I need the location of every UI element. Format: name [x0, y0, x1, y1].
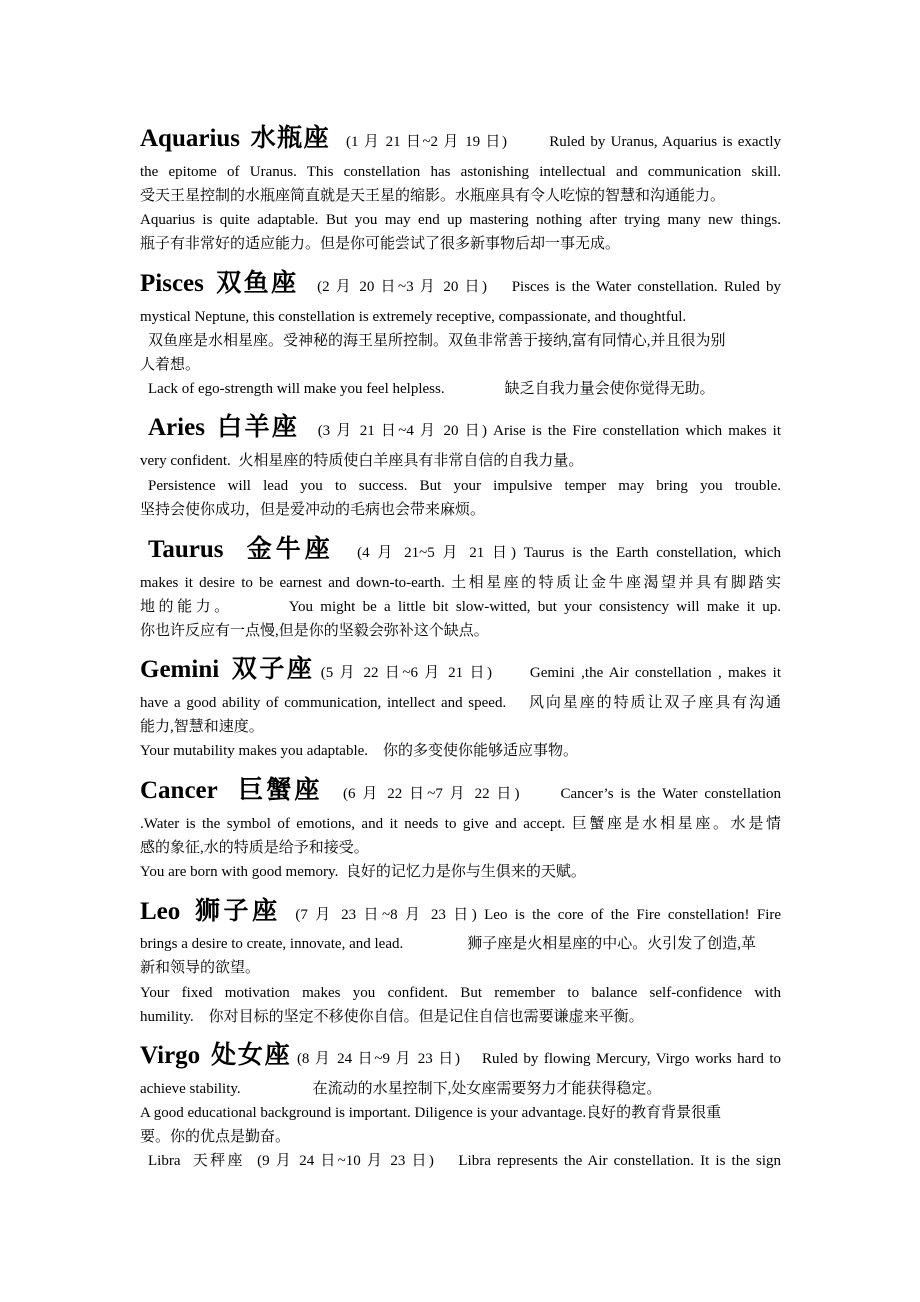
leo-heading-line [140, 896, 781, 930]
sign-text: .Water is the symbol of emotions, and it needs to give and accept. [140, 816, 566, 832]
sign-text-cn: 缺乏自我力量会使你觉得无助。 [504, 381, 715, 397]
virgo-line-2 [140, 1080, 781, 1098]
sign-date-range: (7 月 23 日~8 月 23 日) [295, 907, 477, 923]
sign-text: Cancer’s is the Water constellation [560, 786, 782, 802]
sign-text: achieve stability. [140, 1081, 241, 1097]
leo-line-4: Your fixed motivation makes you confident. But remember to balance self-confidence with [140, 985, 781, 1001]
sign-text-cn: 火相星座的特质使白羊座具有非常自信的自我力量。 [238, 453, 584, 469]
virgo-line-3: A good educational background is important. Diligence is your advantage.良好的教育背景很重 [140, 1105, 722, 1121]
sign-date-range: (1 月 21 日~2 月 19 日) [346, 134, 507, 150]
sign-text: Gemini ,the Air constellation , makes it [529, 665, 782, 681]
sign-text: Pisces is the Water constellation. Ruled by [511, 279, 781, 295]
sign-text: have a good ability of communication, intellect and speed. [140, 695, 507, 711]
sign-chinese-name: 金牛座 [246, 534, 334, 563]
sign-name: Pisces [140, 270, 204, 297]
virgo-line-4: 要。你的优点是勤奋。 [140, 1129, 291, 1145]
sign-chinese-name: 巨蟹座 [238, 775, 323, 804]
virgo-heading-line [140, 1040, 781, 1074]
sign-date-range: (3 月 21 日~4 月 20 日) [317, 423, 488, 439]
sign-chinese-name: 白羊座 [217, 412, 300, 441]
sign-text: Arise is the Fire constellation which makes it [493, 423, 781, 439]
aquarius-line-2: the epitome of Uranus. This constellation has astonishing intellectual and communication skill. [140, 164, 781, 180]
sign-name: Taurus [148, 536, 224, 563]
taurus-line-2 [140, 574, 781, 592]
sign-date-range: (6 月 22 日~7 月 22 日) [343, 786, 520, 802]
aquarius-heading-line [140, 123, 781, 157]
sign-text: makes it desire to be earnest and down-to-earth. [140, 575, 445, 591]
sign-text: You might be a little bit slow-witted, but your consistency will make it up. [288, 599, 781, 615]
sign-text-cn: 地的能力。 [140, 599, 233, 615]
pisces-line-4: 人着想。 [140, 357, 201, 373]
sign-date-range: (9 月 24 日~10 月 23 日) [257, 1153, 434, 1169]
sign-text-cn: 在流动的水星控制下,处女座需要努力才能获得稳定。 [312, 1081, 662, 1097]
sign-name: Aquarius [140, 125, 241, 152]
sign-text-cn: 土相星座的特质让金牛座渴望并具有脚踏实 [451, 575, 781, 591]
sign-text: brings a desire to create, innovate, and lead. [140, 936, 404, 952]
sign-text: very confident. [140, 453, 231, 469]
gemini-line-3: 能力,智慧和速度。 [140, 719, 264, 735]
sign-date-range: (8 月 24 日~9 月 23 日) [296, 1051, 461, 1067]
cancer-line-4 [140, 863, 781, 881]
aries-line-2 [140, 452, 781, 470]
libra-heading-line [148, 1152, 781, 1170]
cancer-line-2 [140, 815, 781, 833]
leo-line-3: 新和领导的欲望。 [140, 960, 261, 976]
gemini-line-2 [140, 694, 781, 712]
sign-text: Libra represents the Air constellation. It is the sign [458, 1153, 782, 1169]
sign-name: Aries [148, 414, 205, 441]
sign-chinese-name: 狮子座 [194, 896, 281, 925]
sign-name: Leo [140, 898, 181, 925]
sign-text-cn: 风向星座的特质让双子座具有沟通 [528, 695, 781, 711]
cancer-line-3: 感的象征,水的特质是给予和接受。 [140, 840, 369, 856]
sign-text: Your mutability makes you adaptable. [140, 743, 369, 759]
sign-text: Leo is the core of the Fire constellation! Fire [484, 907, 782, 923]
cancer-heading-line [140, 775, 781, 809]
aries-line-3: Persistence will lead you to success. But your impulsive temper may bring you trouble. [148, 478, 781, 494]
sign-text-cn: 你的多变使你能够适应事物。 [383, 743, 579, 759]
aries-line-4: 坚持会使你成功，但是爱冲动的毛病也会带来麻烦。 [140, 502, 486, 518]
sign-chinese-name: 双鱼座 [216, 268, 299, 297]
aquarius-line-4: Aquarius is quite adaptable. But you may end up mastering nothing after trying many new things. [140, 212, 781, 228]
sign-text-cn: 巨蟹座是水相星座。水是情 [571, 816, 782, 832]
sign-text: Taurus is the Earth constellation, which [523, 545, 782, 561]
sign-name: Cancer [140, 777, 218, 804]
sign-name: Virgo [140, 1042, 201, 1069]
sign-chinese-name: 处女座 [211, 1040, 292, 1069]
leo-line-2 [140, 935, 801, 953]
sign-name: Libra [148, 1153, 181, 1169]
pisces-line-2: mystical Neptune, this constellation is extremely receptive, compassionate, and thoughtful. [140, 309, 687, 325]
sign-chinese-name: 天秤座 [192, 1153, 245, 1169]
gemini-heading-line [140, 654, 781, 688]
sign-date-range: (4 月 21~5 月 21 日) [357, 545, 517, 561]
aquarius-line-5: 瓶子有非常好的适应能力。但是你可能尝试了很多新事物后却一事无成。 [140, 236, 621, 252]
sign-text: Ruled by Uranus, Aquarius is exactly [549, 134, 781, 150]
sign-text: humility. [140, 1009, 194, 1025]
sign-text: Ruled by flowing Mercury, Virgo works hard to [482, 1051, 781, 1067]
sign-chinese-name: 双子座 [231, 654, 315, 683]
taurus-line-4: 你也许反应有一点慢,但是你的坚毅会弥补这个缺点。 [140, 623, 489, 639]
aries-heading-line [148, 412, 781, 446]
sign-chinese-name: 水瓶座 [250, 123, 331, 152]
gemini-line-4 [140, 742, 781, 760]
sign-text-cn: 狮子座是火相星座的中心。火引发了创造,革 [467, 936, 756, 952]
sign-text-cn: 你对目标的坚定不移使你自信。但是记住自信也需要谦虚来平衡。 [208, 1009, 644, 1025]
sign-text-cn: 良好的记忆力是你与生俱来的天赋。 [345, 864, 586, 880]
sign-name: Gemini [140, 656, 220, 683]
taurus-line-3 [140, 598, 781, 616]
pisces-line-3: 双鱼座是水相星座。受神秘的海王星所控制。双鱼非常善于接纳,富有同情心,并且很为别 [148, 333, 726, 349]
sign-date-range: (5 月 22 日~6 月 21 日) [320, 665, 492, 681]
taurus-heading-line [148, 534, 781, 568]
sign-text: Lack of ego-strength will make you feel helpless. [148, 381, 445, 397]
pisces-line-5 [148, 380, 789, 398]
aquarius-line-3: 受天王星控制的水瓶座简直就是天王星的缩影。水瓶座具有令人吃惊的智慧和沟通能力。 [140, 188, 726, 204]
leo-line-5 [140, 1008, 781, 1026]
pisces-heading-line [140, 268, 781, 302]
sign-date-range: (2 月 20 日~3 月 20 日) [317, 279, 487, 295]
sign-text: You are born with good memory. [140, 864, 339, 880]
